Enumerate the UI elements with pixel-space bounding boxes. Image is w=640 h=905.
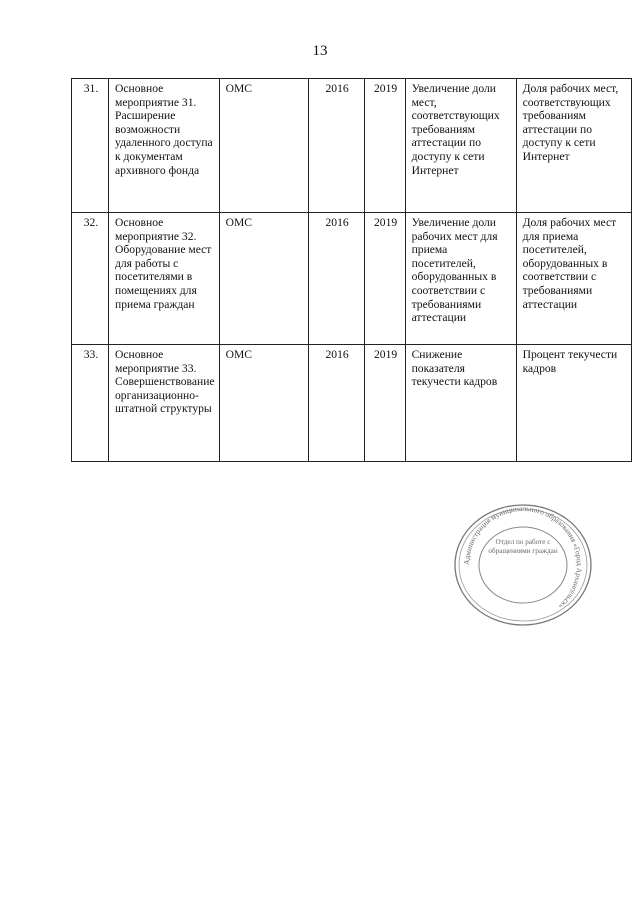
stamp-seal-icon <box>448 500 598 630</box>
measure-name: Основное мероприятие 32. Оборудование мест для работы с посетителями в помещениях для приема граждан <box>109 213 220 345</box>
indicator: Доля рабочих мест для приема посетителей, оборудованных в соответствии с требованиями аттестации <box>516 213 631 345</box>
executor: ОМС <box>219 345 308 462</box>
row-number: 31. <box>72 79 109 213</box>
page-number: 13 <box>312 43 328 59</box>
table-row <box>72 213 632 345</box>
stamp-center-text: Отдел по работе с обращениями граждан <box>488 538 558 555</box>
executor: ОМС <box>219 213 308 345</box>
year-end: 2019 <box>364 213 405 345</box>
indicator: Доля рабочих мест, соответствующих требованиям аттестации по доступу к сети Интернет <box>516 79 631 213</box>
table-row <box>72 79 632 213</box>
year-start: 2016 <box>308 213 364 345</box>
year-end: 2019 <box>364 345 405 462</box>
official-stamp <box>448 500 598 630</box>
year-start: 2016 <box>308 79 364 213</box>
indicator: Процент текучести кадров <box>516 345 631 462</box>
expected-result: Снижение показателя текучести кадров <box>405 345 516 462</box>
year-start: 2016 <box>308 345 364 462</box>
measure-name: Основное мероприятие 33. Совершенствование организационно-штатной структуры <box>109 345 220 462</box>
expected-result: Увеличение доли рабочих мест для приема посетителей, оборудованных в соответствии с требованиями аттестации <box>405 213 516 345</box>
table-row <box>72 345 632 462</box>
executor: ОМС <box>219 79 308 213</box>
stamp-ring-text: Администрация муниципального образования «Город Архангельск» <box>461 503 585 612</box>
row-number: 32. <box>72 213 109 345</box>
measures-table <box>71 78 632 462</box>
row-number: 33. <box>72 345 109 462</box>
year-end: 2019 <box>364 79 405 213</box>
expected-result: Увеличение доли мест, соответствующих требованиям аттестации по доступу к сети Интернет <box>405 79 516 213</box>
measure-name: Основное мероприятие 31. Расширение возможности удаленного доступа к документам архивного фонда <box>109 79 220 213</box>
